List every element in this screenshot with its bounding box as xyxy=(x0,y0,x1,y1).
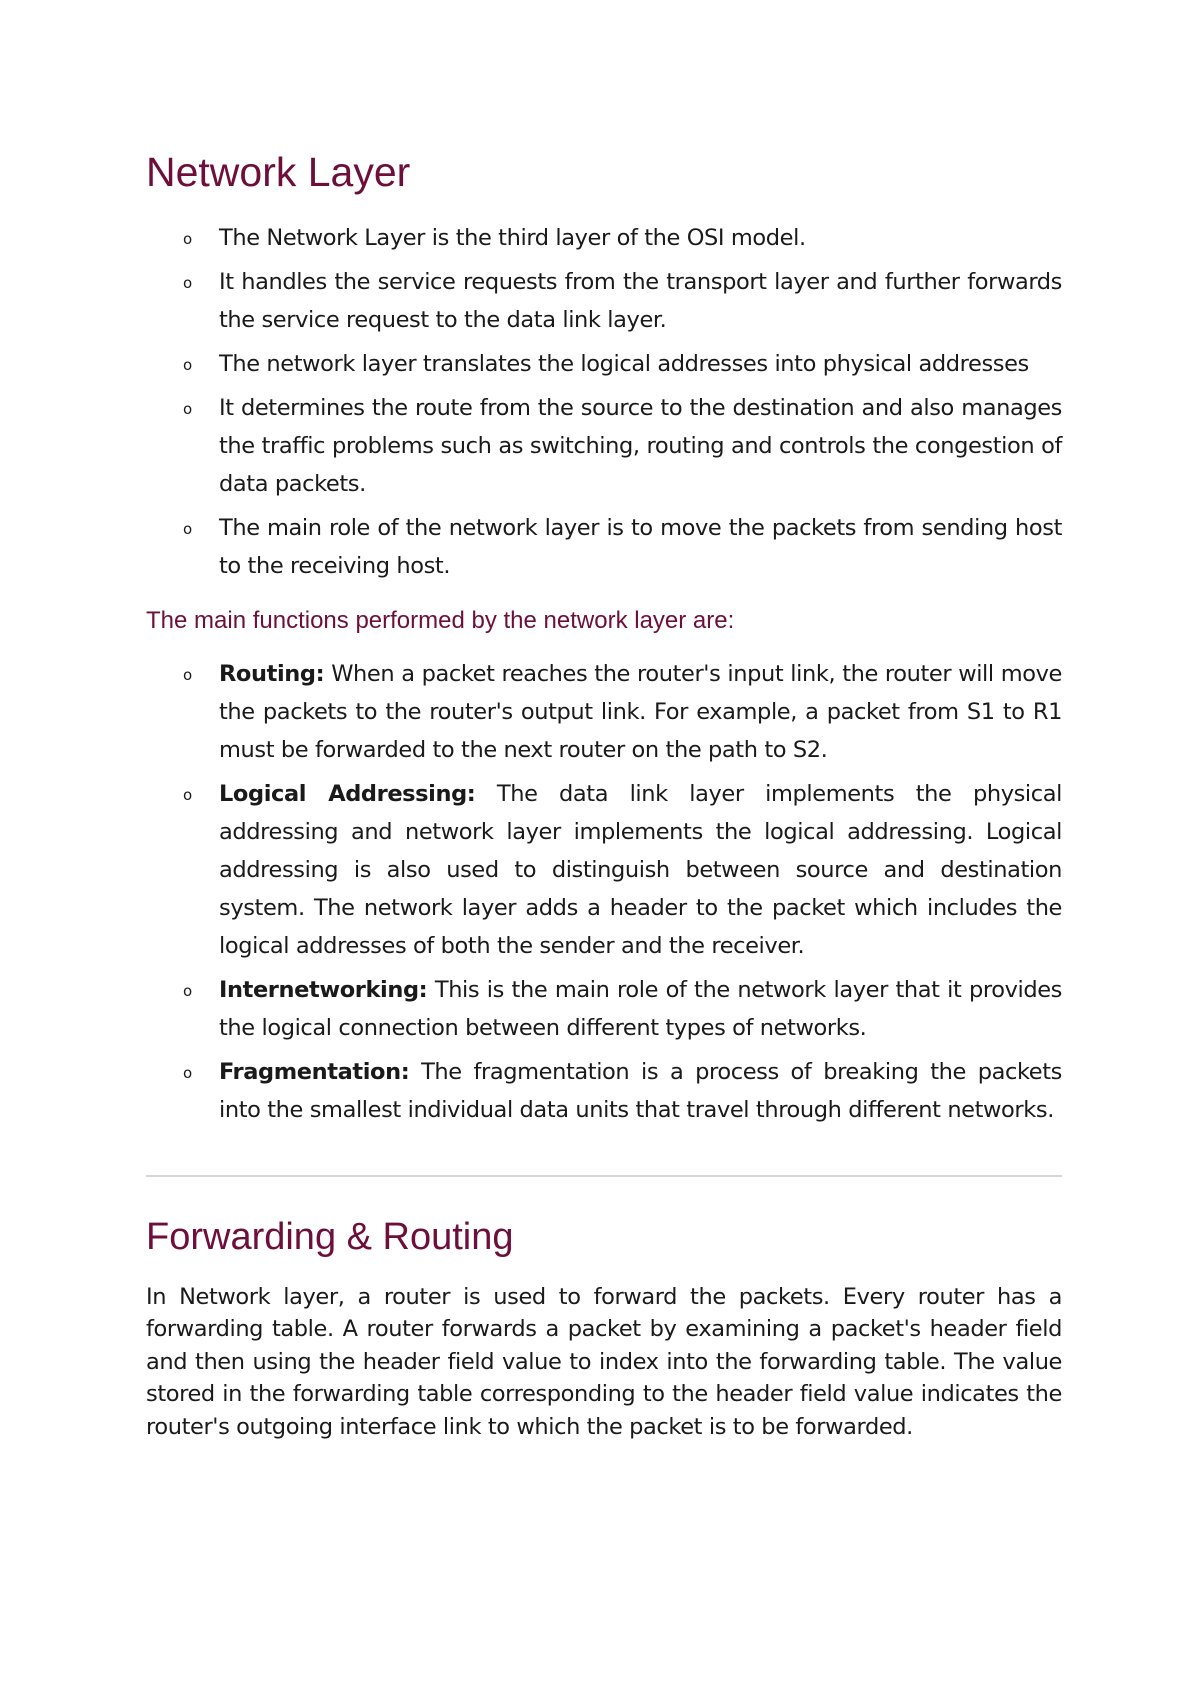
functions-heading: The main functions performed by the network layer are: xyxy=(146,607,735,635)
list-item xyxy=(146,509,1062,585)
list-item xyxy=(146,345,1062,383)
bullet-marker: o xyxy=(183,230,192,249)
bullet-marker: o xyxy=(183,356,192,375)
function-description: The data link layer implements the physical addressing and network layer implements the logical addressing. Logical addressing is also used to distinguish between source and destination system. The network layer adds a header to the packet which includes the logical addresses of both the sender and the receiver. xyxy=(219,781,1062,960)
function-description: This is the main role of the network layer that it provides the logical connection between different types of networks. xyxy=(219,977,1062,1042)
section-title: Forwarding & Routing xyxy=(146,1216,514,1259)
overview-list xyxy=(146,219,1062,585)
function-description: The fragmentation is a process of breaking the packets into the smallest individual data units that travel through different networks. xyxy=(219,1059,1062,1124)
bullet-marker: o xyxy=(183,400,192,419)
function-description: When a packet reaches the router's input link, the router will move the packets to the router's output link. For example, a packet from S1 to R1 must be forwarded to the next router on the path to S2. xyxy=(219,661,1062,764)
function-term: Routing: xyxy=(219,661,325,688)
function-term: Fragmentation: xyxy=(219,1059,410,1086)
document-page xyxy=(146,150,1062,1443)
function-term: Internetworking: xyxy=(219,977,428,1004)
list-item-text: The network layer translates the logical addresses into physical addresses xyxy=(219,351,1029,378)
bullet-marker: o xyxy=(183,786,192,805)
list-item xyxy=(146,389,1062,503)
list-item-text: It determines the route from the source to the destination and also manages the traffic problems such as switching, routing and controls the congestion of data packets. xyxy=(219,395,1062,498)
list-item xyxy=(146,971,1062,1047)
bullet-marker: o xyxy=(183,520,192,539)
bullet-marker: o xyxy=(183,666,192,685)
function-term: Logical Addressing: xyxy=(219,781,476,808)
bullet-marker: o xyxy=(183,982,192,1001)
section-divider xyxy=(146,1175,1062,1177)
list-item xyxy=(146,655,1062,769)
list-item xyxy=(146,263,1062,339)
list-item xyxy=(146,775,1062,965)
bullet-marker: o xyxy=(183,274,192,293)
list-item-text: The main role of the network layer is to move the packets from sending host to the receiving host. xyxy=(219,515,1062,580)
page-title: Network Layer xyxy=(146,149,411,195)
functions-list xyxy=(146,655,1062,1129)
list-item xyxy=(146,1053,1062,1129)
list-item-text: The Network Layer is the third layer of the OSI model. xyxy=(219,225,806,252)
list-item-text: It handles the service requests from the transport layer and further forwards the service request to the data link layer. xyxy=(219,269,1062,334)
body-paragraph: In Network layer, a router is used to forward the packets. Every router has a forwarding table. A router forwards a packet by examining a packet's header field and then using the header field value to index into the forwarding table. The value stored in the forwarding table corresponding to the header field value indicates the router's outgoing interface link to which the packet is to be forwarded. xyxy=(146,1283,1062,1440)
bullet-marker: o xyxy=(183,1064,192,1083)
list-item xyxy=(146,219,1062,257)
